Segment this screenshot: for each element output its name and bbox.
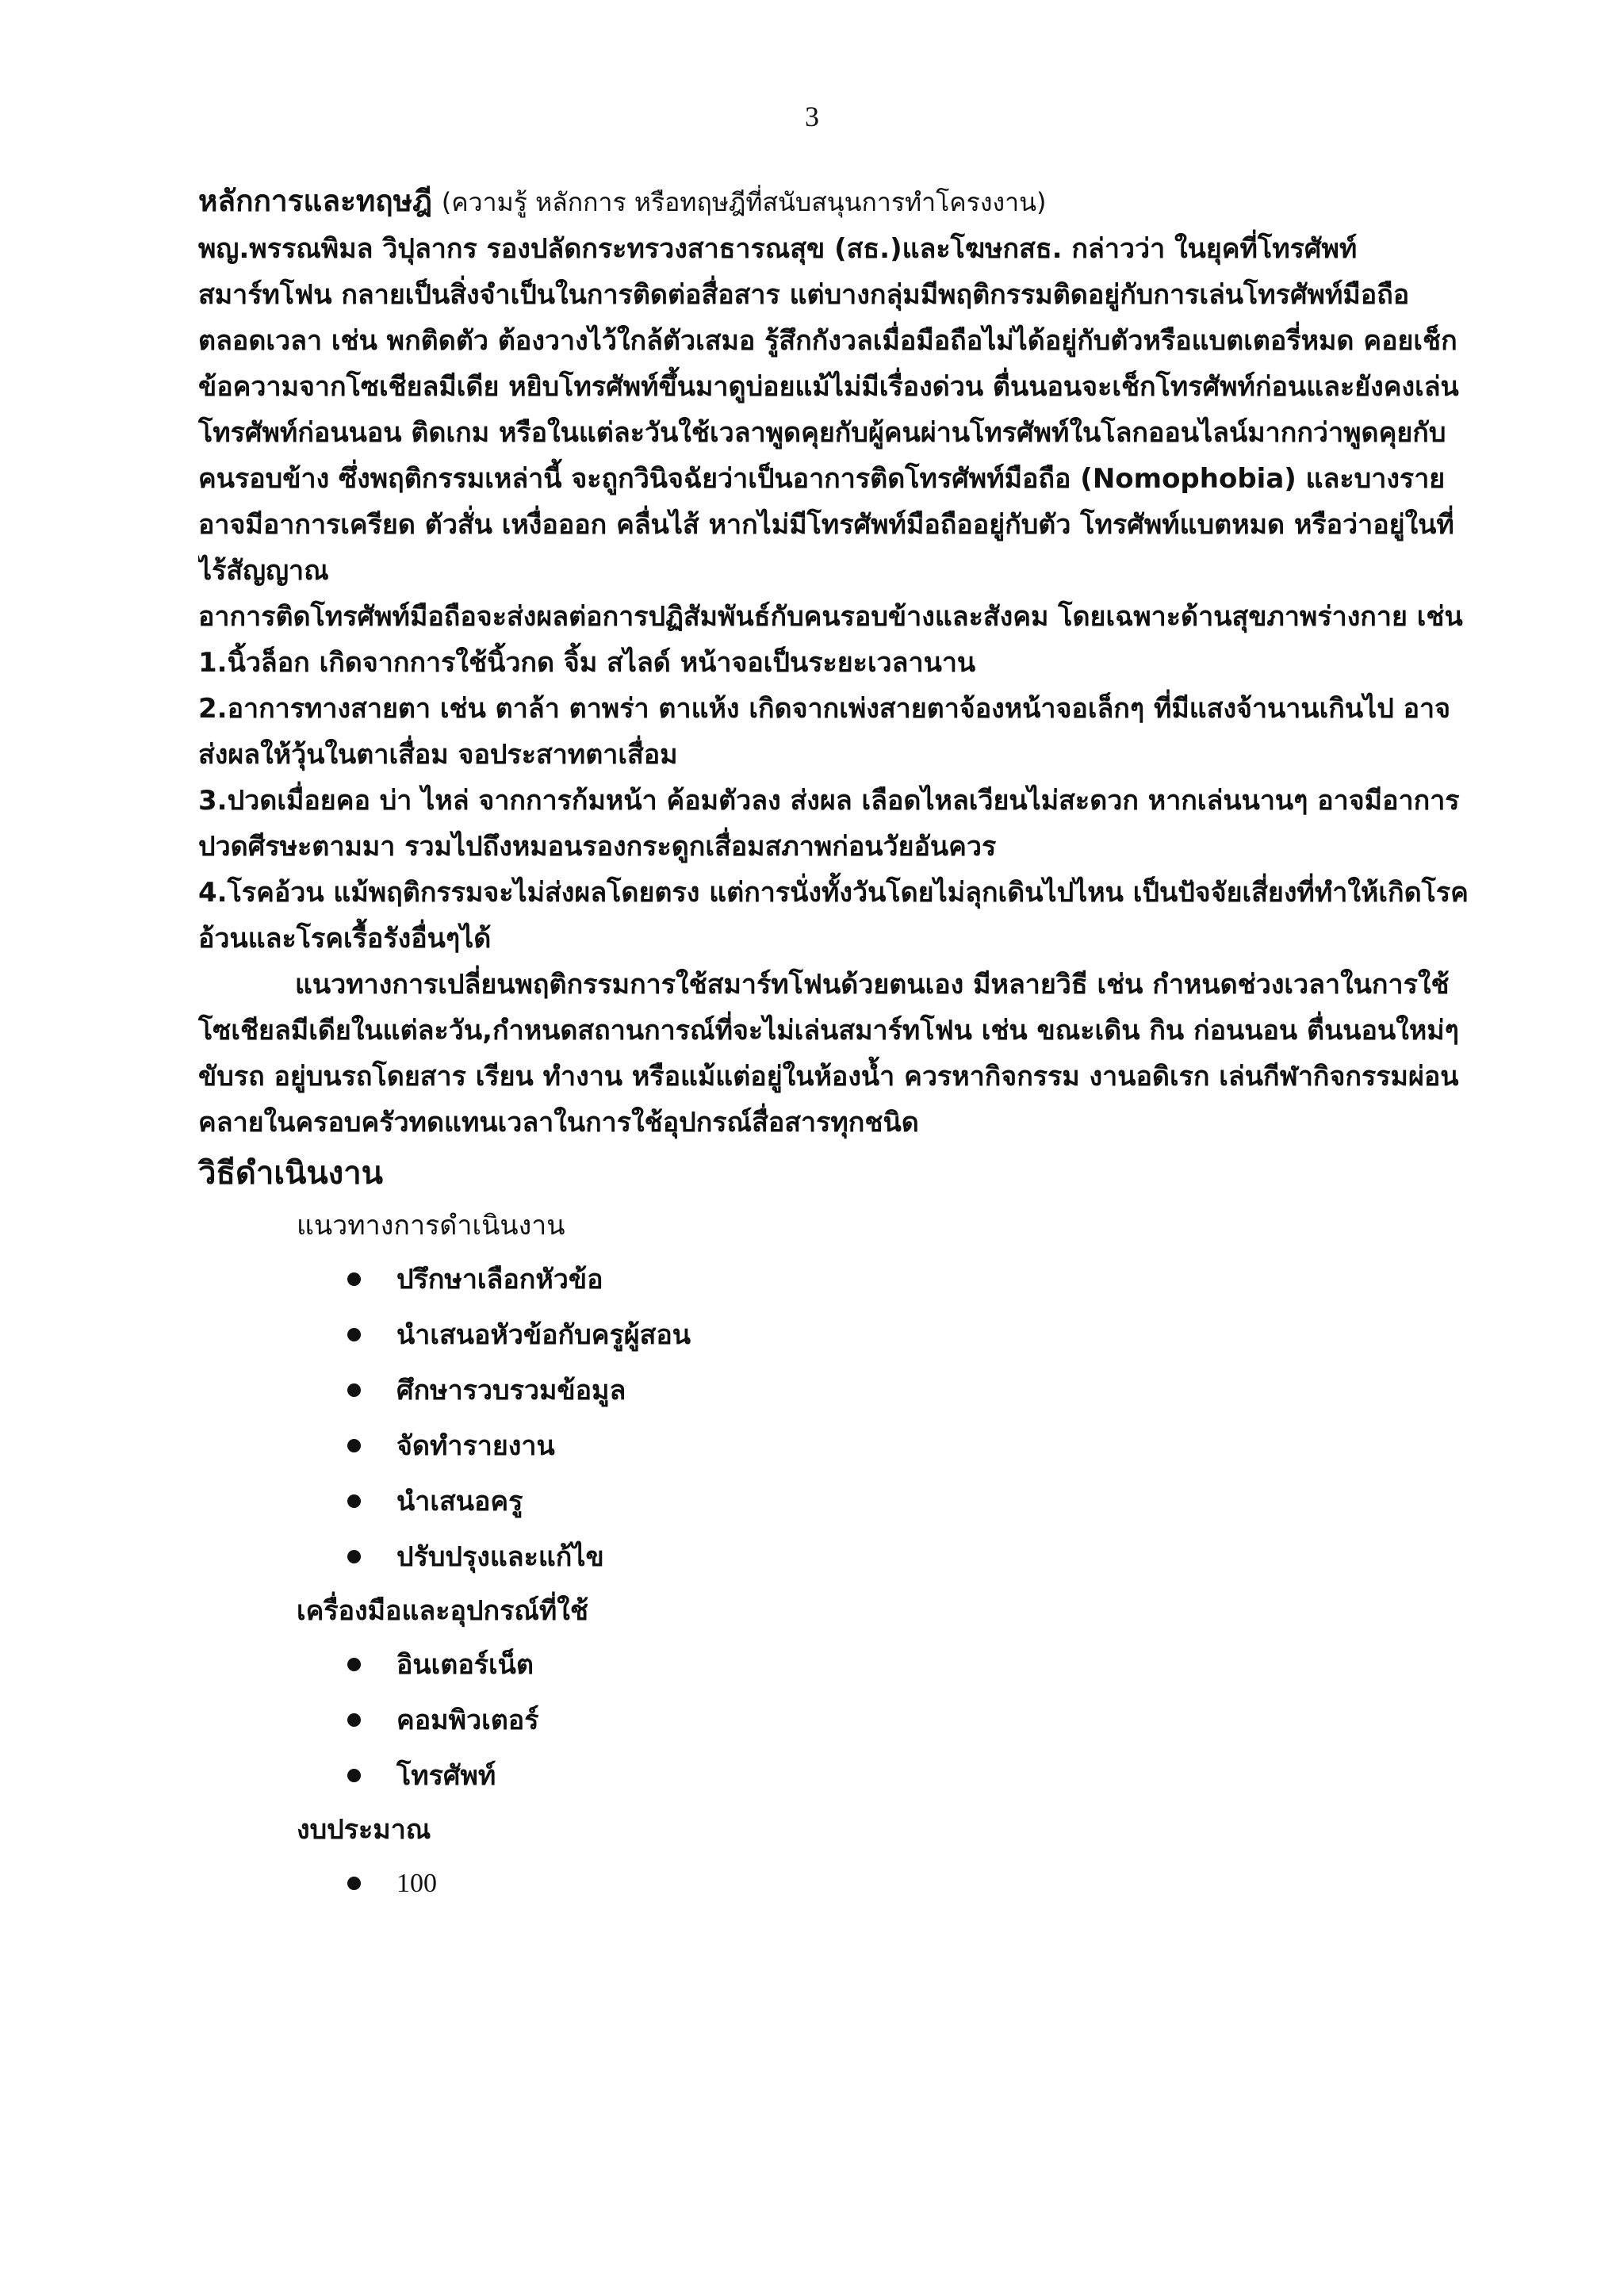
list-item — [198, 1474, 1515, 1529]
text-line: แนวทางการเปลี่ยนพฤติกรรมการใช้สมาร์ทโฟนด้วยตนเอง มีหลายวิธี เช่น กำหนดช่วงเวลาในการใช้ — [295, 969, 1450, 1001]
principles-text — [198, 226, 1515, 962]
section-heading: หลักการและทฤษฎี — [198, 184, 432, 218]
text-line: คนรอบข้าง ซึ่งพฤติกรรมเหล่านี้ จะถูกวินิจฉัยว่าเป็นอาการติดโทรศัพท์มือถือ (Nomophobia) และบางราย — [198, 463, 1446, 495]
bullet-icon — [347, 1383, 361, 1397]
bullet-icon — [347, 1877, 361, 1890]
list-item-label: จัดทำรายงาน — [396, 1430, 555, 1462]
list-item — [198, 1856, 1515, 1911]
bullet-icon — [347, 1713, 361, 1727]
text-line: ส่งผลให้วุ้นในตาเสื่อม จอประสาทตาเสื่อม — [198, 739, 678, 771]
list-item — [198, 1418, 1515, 1474]
section-heading-line — [198, 178, 1515, 224]
list-item-label: นำเสนอหัวข้อกับครูผู้สอน — [396, 1319, 691, 1351]
bullet-icon — [347, 1494, 361, 1508]
text-line: ขับรถ อยู่บนรถโดยสาร เรียน ทำงาน หรือแม้แต่อยู่ในห้องน้ำ ควรหากิจกรรม งานอดิเรก เล่นกีฬากิจกรรมผ่อน — [198, 1061, 1459, 1093]
behavior-change-paragraph — [198, 962, 1515, 1146]
tools-heading: เครื่องมือและอุปกรณ์ที่ใช้ — [297, 1595, 588, 1627]
section-subheading: (ความรู้ หลักการ หรือทฤษฎีที่สนับสนุนการทำโครงงาน) — [441, 187, 1047, 217]
document-body — [198, 178, 1515, 1911]
bullet-icon — [347, 1272, 361, 1286]
text-line: พญ.พรรณพิมล วิปุลากร รองปลัดกระทรวงสาธารณสุข (สธ.)และโฆษกสธ. กล่าวว่า ในยุคที่โทรศัพท์ — [198, 233, 1358, 265]
budget-list — [198, 1856, 1515, 1911]
list-item-label: นำเสนอครู — [396, 1486, 523, 1517]
bullet-icon — [347, 1328, 361, 1341]
methods-title: วิธีดำเนินงาน — [198, 1155, 384, 1192]
text-line: ไร้สัญญาณ — [198, 555, 329, 587]
list-item-label: อินเตอร์เน็ต — [396, 1649, 534, 1681]
list-item — [198, 1363, 1515, 1418]
list-item — [198, 1252, 1515, 1307]
tools-list — [198, 1637, 1515, 1804]
list-item-label: โทรศัพท์ — [396, 1760, 496, 1792]
list-item — [198, 1529, 1515, 1585]
text-line: ข้อความจากโซเชียลมีเดีย หยิบโทรศัพท์ขึ้นมาดูบ่อยแม้ไม่มีเรื่องด่วน ตื่นนอนจะเช็กโทรศัพท์ก่อนและยังคงเล่น — [198, 371, 1459, 403]
approach-heading: แนวทางการดำเนินงาน — [297, 1210, 565, 1242]
text-line: 3.ปวดเมื่อยคอ บ่า ไหล่ จากการก้มหน้า ค้อมตัวลง ส่งผล เลือดไหลเวียนไม่สะดวก หากเล่นนานๆ อาจมีอาการ — [198, 785, 1460, 817]
list-item-label: ปรึกษาเลือกหัวข้อ — [396, 1264, 603, 1295]
list-item — [198, 1748, 1515, 1804]
list-item — [198, 1307, 1515, 1363]
text-line: ปวดศีรษะตามมา รวมไปถึงหมอนรองกระดูกเสื่อมสภาพก่อนวัยอันควร — [198, 831, 997, 863]
budget-heading: งบประมาณ — [297, 1814, 431, 1846]
text-line: 2.อาการทางสายตา เช่น ตาล้า ตาพร่า ตาแห้ง เกิดจากเพ่งสายตาจ้องหน้าจอเล็กๆ ที่มีแสงจ้านานเกินไป อาจ — [198, 693, 1451, 725]
approach-list — [198, 1252, 1515, 1585]
bullet-icon — [347, 1439, 361, 1452]
text-line: โซเชียลมีเดียในแต่ละวัน,กำหนดสถานการณ์ที่จะไม่เล่นสมาร์ทโฟน เช่น ขณะเดิน กิน ก่อนนอน ตื่นนอนใหม่ๆ — [198, 1015, 1459, 1047]
text-line: 4.โรคอ้วน แม้พฤติกรรมจะไม่ส่งผลโดยตรง แต่การนั่งทั้งวันโดยไม่ลุกเดินไปไหน เป็นปัจจัยเสี่ยงที่ทำให้เกิดโรค — [198, 877, 1469, 909]
list-item-label: ศึกษารวบรวมข้อมูล — [396, 1375, 626, 1406]
text-line: คลายในครอบครัวทดแทนเวลาในการใช้อุปกรณ์สื่อสารทุกชนิด — [198, 1107, 919, 1138]
text-line: ตลอดเวลา เช่น พกติดตัว ต้องวางไว้ใกล้ตัวเสมอ รู้สึกกังวลเมื่อมือถือไม่ได้อยู่กับตัวหรือแบตเตอรี่หมด คอยเช็ก — [198, 325, 1457, 357]
list-item — [198, 1693, 1515, 1748]
text-line: 1.นิ้วล็อก เกิดจากการใช้นิ้วกด จิ้ม สไลด์ หน้าจอเป็นระยะเวลานาน — [198, 647, 976, 679]
list-item — [198, 1637, 1515, 1693]
text-line: อ้วนและโรคเรื้อรังอื่นๆได้ — [198, 923, 492, 955]
list-item-label: คอมพิวเตอร์ — [396, 1705, 539, 1736]
page-number: 3 — [805, 101, 819, 132]
list-item-label: ปรับปรุงและแก้ไข — [396, 1541, 604, 1573]
budget-value: 100 — [396, 1869, 437, 1898]
text-line: อาการติดโทรศัพท์มือถือจะส่งผลต่อการปฏิสัมพันธ์กับคนรอบข้างและสังคม โดยเฉพาะด้านสุขภาพร่างกาย เช่น — [198, 601, 1463, 633]
text-line: โทรศัพท์ก่อนนอน ติดเกม หรือในแต่ละวันใช้เวลาพูดคุยกับผู้คนผ่านโทรศัพท์ในโลกออนไลน์มากกว่าพูดคุยกับ — [198, 417, 1446, 449]
bullet-icon — [347, 1658, 361, 1671]
bullet-icon — [347, 1550, 361, 1563]
bullet-icon — [347, 1769, 361, 1782]
text-line: อาจมีอาการเครียด ตัวสั่น เหงื่อออก คลื่นไส้ หากไม่มีโทรศัพท์มือถืออยู่กับตัว โทรศัพท์แบตหมด หรือว่าอยู่ในที่ — [198, 509, 1454, 541]
text-line: สมาร์ทโฟน กลายเป็นสิ่งจำเป็นในการติดต่อสื่อสาร แต่บางกลุ่มมีพฤติกรรมติดอยู่กับการเล่นโทรศัพท์มือถือ — [198, 279, 1410, 311]
